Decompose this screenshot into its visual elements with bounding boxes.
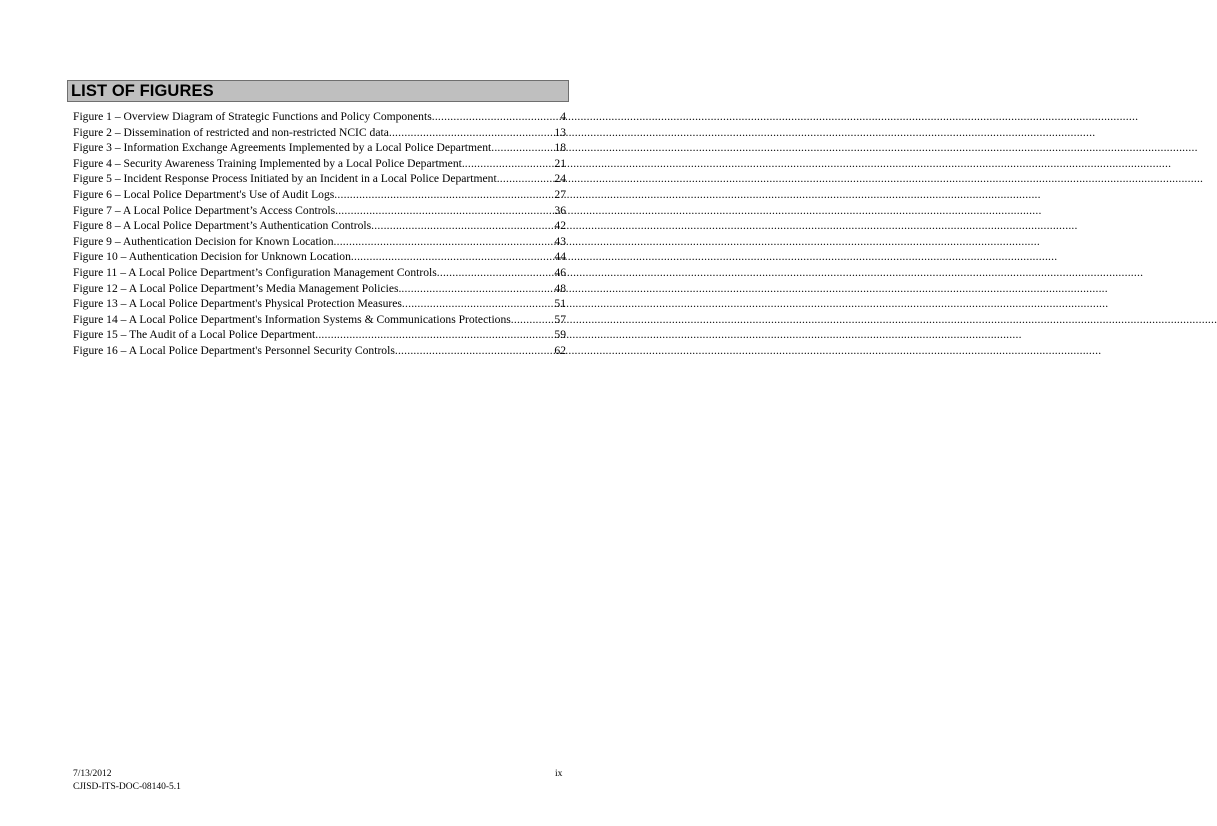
figure-entry-12[interactable] — [73, 281, 566, 297]
page-number: 18 — [554, 141, 566, 155]
figure-title: Figure 6 – Local Police Department's Use of Audit Logs — [73, 187, 335, 201]
page-number: 21 — [554, 156, 566, 170]
figure-entry-16[interactable] — [73, 343, 566, 359]
dot-leader — [432, 109, 560, 125]
footer-doc-id: CJISD-ITS-DOC-08140-5.1 — [73, 781, 181, 792]
figure-entry-15[interactable] — [73, 327, 566, 343]
figure-entry-1[interactable] — [73, 109, 566, 125]
figure-title: Figure 12 – A Local Police Department’s Media Management Policies. — [73, 281, 402, 295]
figure-title: Figure 16 – A Local Police Department's Personnel Security Controls — [73, 343, 395, 357]
page-number: 13 — [554, 125, 566, 139]
section-title: LIST OF FIGURES — [71, 82, 214, 100]
dot-leader — [511, 312, 555, 328]
dot-leader — [315, 327, 554, 343]
figure-title: Figure 1 – Overview Diagram of Strategic Functions and Policy Components — [73, 110, 432, 123]
page-number: 51 — [554, 297, 566, 311]
figure-title: Figure 8 – A Local Police Department’s Authentication Controls — [73, 219, 372, 233]
dot-leader — [491, 140, 554, 156]
page-number: 24 — [554, 172, 566, 186]
dot-leader — [497, 171, 555, 187]
figure-list — [73, 109, 566, 359]
page-number: 57 — [554, 312, 566, 326]
figure-title: Figure 5 – Incident Response Process Initiated by an Incident in a Local Police Department — [73, 172, 497, 186]
figure-title: Figure 10 – Authentication Decision for Unknown Location — [73, 250, 351, 264]
figure-entry-7[interactable] — [73, 203, 566, 219]
page-number: 42 — [554, 219, 566, 233]
page-number: 59 — [554, 328, 566, 342]
dot-leader — [334, 234, 555, 250]
figure-entry-4[interactable] — [73, 156, 566, 172]
list-of-figures-header — [67, 80, 569, 102]
figure-entry-13[interactable] — [73, 296, 566, 312]
page-number: 46 — [554, 265, 566, 279]
figure-title: Figure 15 – The Audit of a Local Police Department — [73, 328, 316, 342]
dot-leader — [334, 187, 554, 203]
footer-page-number: ix — [555, 769, 563, 779]
page-footer — [73, 768, 181, 793]
page-number: 48 — [554, 281, 566, 295]
figure-entry-9[interactable] — [73, 234, 566, 250]
figure-entry-14[interactable] — [73, 312, 566, 328]
page-number: 27 — [554, 187, 566, 201]
figure-title: Figure 4 – Security Awareness Training Implemented by a Local Police Department. — [73, 156, 465, 170]
figure-entry-10[interactable] — [73, 249, 566, 265]
dot-leader — [371, 218, 554, 234]
footer-date: 7/13/2012 — [73, 769, 112, 779]
figure-title: Figure 7 – A Local Police Department’s Access Controls — [73, 203, 336, 217]
dot-leader — [465, 156, 555, 172]
dot-leader — [351, 249, 555, 265]
page-number: 36 — [554, 203, 566, 217]
figure-entry-3[interactable] — [73, 140, 566, 156]
dot-leader — [389, 125, 555, 141]
page-number: 44 — [554, 250, 566, 264]
figure-entry-11[interactable] — [73, 265, 566, 281]
figure-entry-8[interactable] — [73, 218, 566, 234]
page-number: 4 — [560, 110, 566, 123]
figure-title: Figure 13 – A Local Police Department's Physical Protection Measures — [73, 297, 402, 311]
figure-entry-2[interactable] — [73, 125, 566, 141]
figure-title: Figure 14 – A Local Police Department's Information Systems & Communications Protections — [73, 312, 511, 326]
page-number: 43 — [554, 234, 566, 248]
dot-leader — [437, 265, 555, 281]
dot-leader — [395, 343, 555, 359]
figure-title: Figure 3 – Information Exchange Agreements Implemented by a Local Police Department — [73, 141, 492, 155]
page-number: 62 — [554, 343, 566, 357]
figure-entry-6[interactable] — [73, 187, 566, 203]
figure-title: Figure 2 – Dissemination of restricted and non-restricted NCIC data — [73, 125, 389, 139]
figure-title: Figure 11 – A Local Police Department’s Configuration Management Controls — [73, 265, 437, 279]
dot-leader — [401, 281, 554, 297]
figure-entry-5[interactable] — [73, 171, 566, 187]
figure-title: Figure 9 – Authentication Decision for Known Location — [73, 234, 334, 248]
dot-leader — [402, 296, 555, 312]
dot-leader — [335, 203, 554, 219]
